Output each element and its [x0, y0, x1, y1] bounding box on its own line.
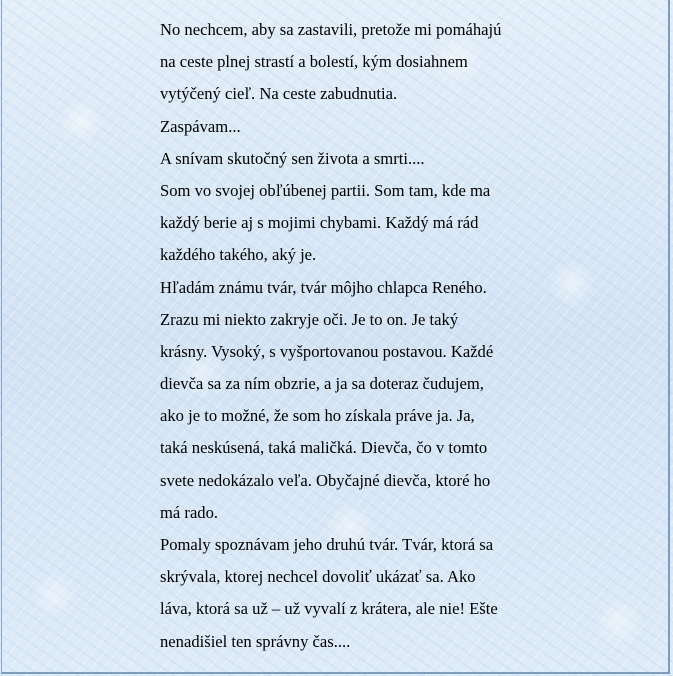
text-line: Som vo svojej obľúbenej partii. Som tam, kde ma [160, 180, 491, 200]
text-line: každý berie aj s mojimi chybami. Každý má rád [160, 213, 479, 233]
text-line: Pomaly spoznávam jeho druhú tvár. Tvár, ktorá sa [160, 535, 494, 554]
text-line: Zaspávam... [160, 116, 241, 136]
text-line: skrývala, ktorej nechcel dovoliť ukázať sa. Ako [160, 567, 476, 587]
text-line: láva, ktorá sa už – už vyvalí z krátera, ale nie! Ešte [160, 599, 498, 619]
text-line: má rado. [160, 502, 219, 522]
text-line: krásny. Vysoký, s vyšportovanou postavou. Každé [160, 341, 494, 361]
text-line: dievča sa za ním obzrie, a ja sa doteraz čudujem, [160, 374, 484, 394]
text-line: nenadišiel ten správny čas.... [160, 631, 351, 651]
text-line: svete nedokázalo veľa. Obyčajné dievča, ktoré ho [160, 470, 491, 490]
text-line: No nechcem, aby sa zastavili, pretože mi pomáhajú [160, 20, 502, 39]
text-line: Hľadám známu tvár, tvár môjho chlapca Reného. [160, 277, 487, 297]
story-text [160, 14, 580, 658]
text-line: Zrazu mi niekto zakryje oči. Je to on. Je taký [160, 309, 459, 329]
text-line: na ceste plnej strastí a bolestí, kým dosiahnem [160, 52, 468, 72]
text-line: ako je to možné, že som ho získala práve ja. Ja, [160, 406, 475, 426]
text-line: A snívam skutočný sen života a smrti.... [160, 148, 425, 168]
text-line: taká neskúsená, taká maličká. Dievča, čo v tomto [160, 438, 488, 458]
text-line: každého takého, aký je. [160, 245, 317, 265]
text-line: vytýčený cieľ. Na ceste zabudnutia. [160, 84, 398, 104]
